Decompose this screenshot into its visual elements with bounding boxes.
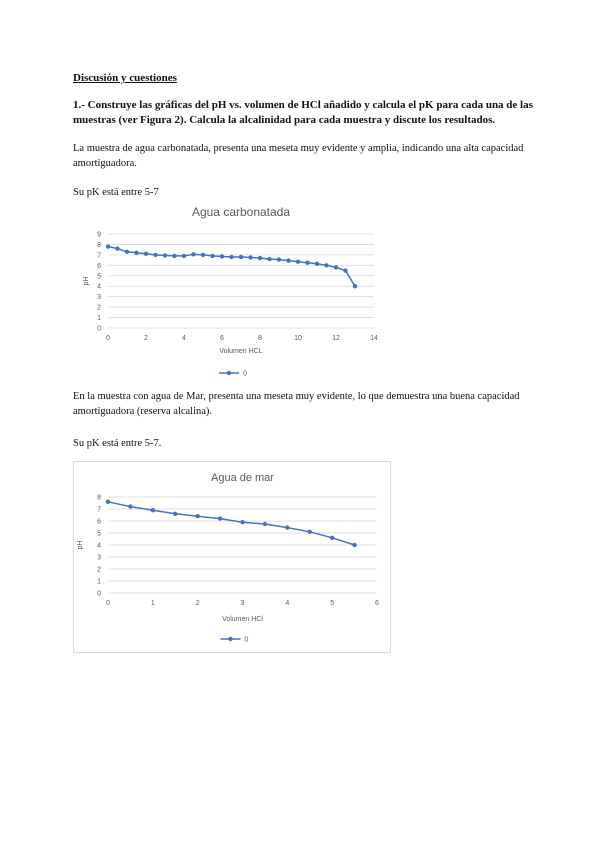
y-tick-label: 7 bbox=[97, 506, 101, 514]
data-point bbox=[153, 253, 157, 257]
chart-agua-carbonatada bbox=[80, 198, 390, 383]
data-point bbox=[220, 254, 224, 258]
y-tick-label: 5 bbox=[97, 530, 101, 538]
x-tick-label: 3 bbox=[240, 600, 245, 607]
data-point bbox=[263, 522, 267, 526]
pk-statement-seawater: Su pK está entre 5-7. bbox=[73, 438, 162, 449]
x-axis-label: Volumen HCl bbox=[222, 616, 263, 623]
y-tick-label: 7 bbox=[97, 252, 101, 260]
y-tick-label: 6 bbox=[97, 262, 101, 270]
legend-marker bbox=[227, 371, 231, 375]
data-point bbox=[128, 504, 132, 508]
legend-label: 0 bbox=[243, 370, 247, 378]
x-tick-label: 14 bbox=[370, 335, 378, 342]
chart-title: Agua de mar bbox=[211, 472, 274, 484]
chart-title: Agua carbonatada bbox=[191, 205, 291, 219]
x-tick-label: 1 bbox=[150, 600, 155, 607]
y-axis-label: pH bbox=[77, 540, 84, 550]
y-tick-label: 2 bbox=[97, 304, 101, 312]
data-point bbox=[308, 530, 312, 534]
data-point bbox=[134, 251, 138, 255]
y-tick-label: 3 bbox=[97, 294, 101, 302]
y-tick-label: 2 bbox=[97, 566, 101, 574]
x-tick-label: 12 bbox=[332, 335, 340, 342]
y-tick-label: 4 bbox=[97, 283, 101, 291]
x-tick-label: 0 bbox=[106, 600, 110, 607]
chart-svg-mar bbox=[74, 462, 390, 652]
data-point bbox=[286, 258, 290, 262]
x-tick-label: 6 bbox=[220, 335, 224, 342]
data-point bbox=[229, 255, 233, 259]
y-tick-label: 6 bbox=[97, 518, 101, 526]
data-point bbox=[330, 536, 334, 540]
data-point bbox=[172, 254, 176, 258]
y-tick-label: 1 bbox=[97, 578, 101, 586]
data-point bbox=[239, 255, 243, 259]
section-heading: Discusión y cuestiones bbox=[73, 72, 177, 84]
data-point bbox=[352, 543, 356, 547]
question-text: 1.- Construye las gráficas del pH vs. volumen de HCl añadido y calcula el pK para cada una de las muestras (ver Figura 2). Calcula la alcalinidad para cada muestra y discute los resultados. bbox=[73, 99, 533, 126]
data-point bbox=[315, 262, 319, 266]
y-tick-label: 9 bbox=[97, 231, 101, 239]
data-point bbox=[343, 268, 347, 272]
y-tick-label: 8 bbox=[97, 494, 101, 502]
data-point bbox=[218, 516, 222, 520]
x-tick-label: 10 bbox=[294, 335, 302, 342]
chart-svg-carbonatada bbox=[80, 198, 390, 383]
data-point bbox=[144, 252, 148, 256]
x-axis-label: Volumen HCL bbox=[219, 348, 263, 355]
data-point bbox=[240, 520, 244, 524]
data-point bbox=[334, 265, 338, 269]
x-tick-label: 0 bbox=[106, 335, 110, 342]
data-point bbox=[191, 252, 195, 256]
data-point bbox=[267, 257, 271, 261]
data-point bbox=[195, 514, 199, 518]
x-tick-label: 5 bbox=[330, 600, 335, 607]
paragraph-carbonated: La muestra de agua carbonatada, presenta una meseta muy evidente y amplia, indicando una alta capacidad amortiguadora. bbox=[73, 143, 524, 169]
data-point bbox=[324, 263, 328, 267]
data-point bbox=[163, 253, 167, 257]
y-axis-label: pH bbox=[83, 276, 90, 286]
paragraph-seawater: En la muestra con agua de Mar, presenta una meseta muy evidente, lo que demuestra una buena capacidad amortiguadora (reserva alcalina). bbox=[73, 391, 520, 417]
pk-statement-carbonated: Su pK está entre 5-7 bbox=[73, 187, 159, 198]
data-point bbox=[106, 244, 110, 248]
legend-label: 0 bbox=[244, 636, 249, 644]
chart-agua-de-mar bbox=[73, 461, 391, 653]
y-tick-label: 8 bbox=[97, 241, 101, 249]
x-tick-label: 8 bbox=[258, 335, 262, 342]
data-point bbox=[125, 250, 129, 254]
data-point bbox=[248, 255, 252, 259]
data-point bbox=[182, 254, 186, 258]
data-point bbox=[115, 246, 119, 250]
data-point bbox=[173, 512, 177, 516]
data-point bbox=[296, 259, 300, 263]
x-tick-label: 2 bbox=[195, 600, 200, 607]
x-tick-label: 4 bbox=[182, 335, 186, 342]
data-point bbox=[201, 253, 205, 257]
legend-marker bbox=[228, 637, 232, 641]
y-tick-label: 3 bbox=[97, 554, 101, 562]
series-line bbox=[108, 502, 355, 545]
data-point bbox=[305, 261, 309, 265]
data-point bbox=[210, 254, 214, 258]
data-point bbox=[285, 525, 289, 529]
x-tick-label: 2 bbox=[144, 335, 148, 342]
y-tick-label: 4 bbox=[97, 542, 101, 550]
data-point bbox=[277, 257, 281, 261]
data-point bbox=[151, 508, 155, 512]
data-point bbox=[106, 500, 110, 504]
y-tick-label: 5 bbox=[97, 273, 101, 281]
x-tick-label: 4 bbox=[285, 600, 290, 607]
y-tick-label: 1 bbox=[97, 315, 101, 323]
y-tick-label: 0 bbox=[97, 325, 101, 333]
data-point bbox=[353, 284, 357, 288]
data-point bbox=[258, 256, 262, 260]
y-tick-label: 0 bbox=[97, 590, 101, 598]
x-tick-label: 6 bbox=[375, 600, 379, 607]
